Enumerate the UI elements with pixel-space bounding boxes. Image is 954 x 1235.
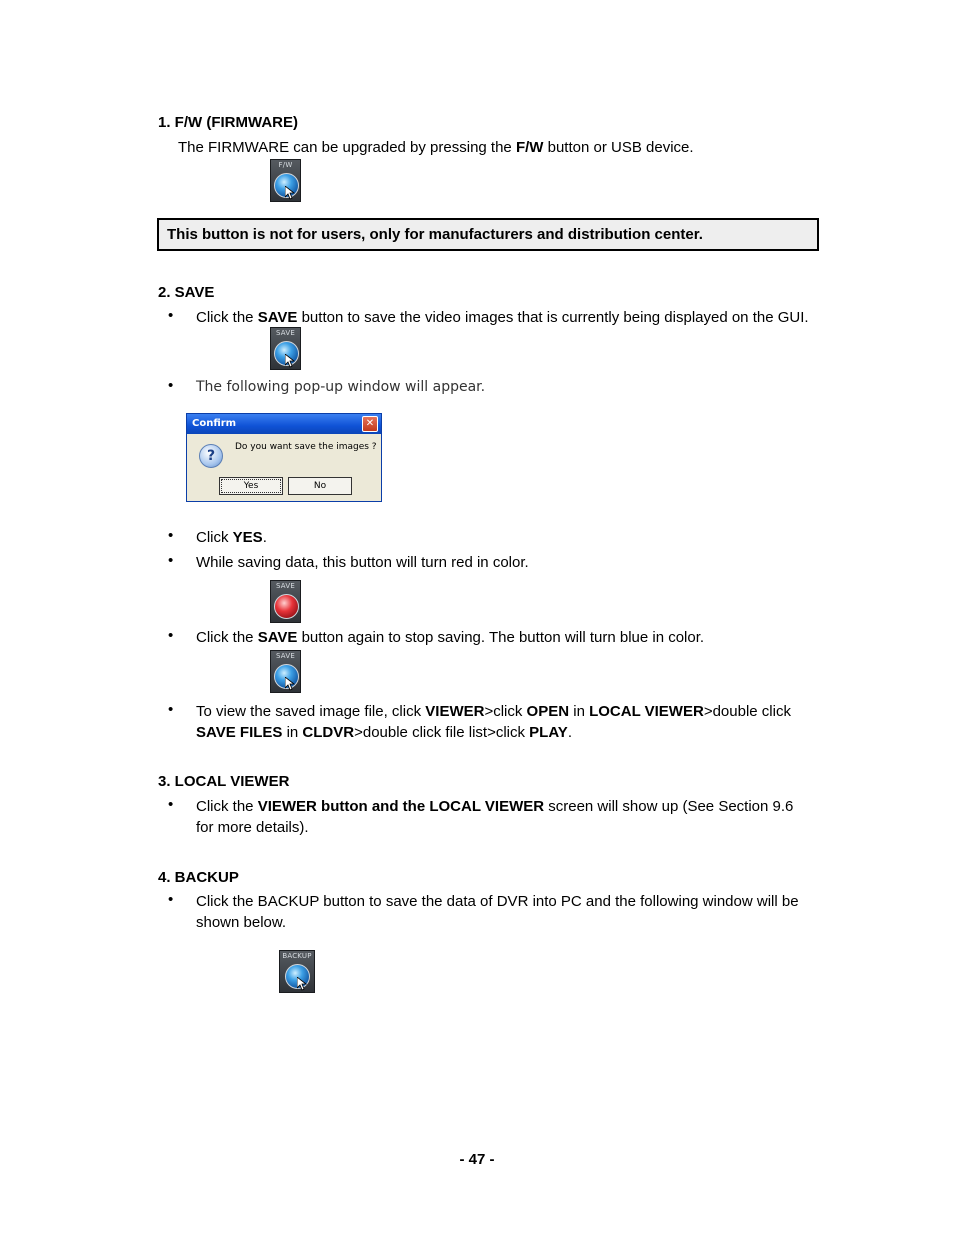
manufacturer-only-note: This button is not for users, only for manufacturers and distribution center.	[157, 218, 819, 251]
bullet-marker: •	[168, 377, 174, 394]
text-bold-segment: CLDVR	[302, 724, 355, 741]
save-bullet-3	[196, 527, 811, 548]
bullet-marker: •	[168, 627, 174, 644]
section-title-backup: 4. BACKUP	[158, 869, 239, 886]
text-segment: screen will show up (See Section 9.6 for more details).	[196, 798, 794, 836]
icon-label: SAVE	[276, 652, 295, 660]
text-segment: Click the	[196, 309, 258, 326]
question-icon: ?	[199, 444, 223, 468]
text-segment: Click the	[196, 629, 258, 646]
text-segment: >double click file list>click	[354, 724, 530, 741]
icon-label: BACKUP	[282, 952, 312, 960]
text-segment: To view the saved image file, click	[196, 703, 426, 720]
text-segment: >double click	[703, 703, 791, 720]
mouse-cursor-icon	[285, 677, 295, 691]
bullet-marker: •	[168, 796, 174, 813]
no-button[interactable]: No	[288, 477, 352, 495]
section-title-firmware: 1. F/W (FIRMWARE)	[158, 114, 298, 131]
icon-label: SAVE	[276, 582, 295, 590]
bullet-marker: •	[168, 701, 174, 718]
backup-button-icon	[279, 950, 315, 993]
bullet-marker: •	[168, 552, 174, 569]
text-segment: button again to stop saving. The button will turn blue in color.	[297, 629, 705, 646]
dialog-titlebar	[187, 414, 381, 434]
bullet-marker: •	[168, 891, 174, 908]
text-segment: >click	[484, 703, 527, 720]
section-title-local-viewer: 3. LOCAL VIEWER	[158, 773, 290, 790]
text-segment: The FIRMWARE can be upgraded by pressing the	[178, 139, 516, 156]
bullet-marker: •	[168, 307, 174, 324]
text-bold-segment: YES	[232, 529, 263, 546]
text-bold-segment: OPEN	[526, 703, 570, 720]
text-bold-segment: VIEWER	[425, 703, 485, 720]
text-bold-segment: LOCAL VIEWER	[589, 703, 704, 720]
mouse-cursor-icon	[285, 354, 295, 368]
icon-label: F/W	[278, 161, 293, 169]
text-segment: .	[262, 529, 267, 546]
local-viewer-bullet-1	[196, 796, 811, 838]
close-icon[interactable]: ✕	[362, 416, 378, 432]
save-button-icon-blue	[270, 327, 301, 370]
section-title-save: 2. SAVE	[158, 284, 215, 301]
save-bullet-5	[196, 627, 811, 648]
text-segment: in	[282, 724, 303, 741]
save-bullet-2: The following pop-up window will appear.	[196, 379, 486, 395]
save-bullet-4: While saving data, this button will turn red in color.	[196, 554, 529, 571]
dialog-title: Confirm	[192, 418, 237, 429]
save-bullet-6	[196, 701, 811, 743]
text-bold-segment: SAVE FILES	[196, 724, 283, 741]
icon-label: SAVE	[276, 329, 295, 337]
text-bold-segment: SAVE	[257, 629, 298, 646]
text-bold-segment: PLAY	[529, 724, 568, 741]
mouse-cursor-icon	[285, 186, 295, 200]
text-segment: button or USB device.	[543, 139, 694, 156]
page-number: - 47 -	[459, 1151, 495, 1168]
firmware-description	[178, 137, 694, 158]
text-bold-segment: VIEWER button and the LOCAL VIEWER	[257, 798, 545, 815]
mouse-cursor-icon	[297, 977, 307, 991]
text-segment: button to save the video images that is currently being displayed on the GUI.	[297, 309, 809, 326]
red-orb-icon	[274, 594, 299, 619]
dialog-message: Do you want save the images ?	[235, 442, 377, 452]
text-bold-segment: SAVE	[257, 309, 298, 326]
text-bold-segment: F/W	[515, 139, 544, 156]
text-segment: in	[569, 703, 590, 720]
save-bullet-1	[196, 307, 811, 328]
text-segment: Click the	[196, 798, 258, 815]
text-segment: Click	[196, 529, 233, 546]
yes-button[interactable]: Yes	[219, 477, 283, 495]
text-segment: .	[567, 724, 572, 741]
backup-bullet-1: Click the BACKUP button to save the data of DVR into PC and the following window will be shown below.	[196, 893, 799, 931]
bullet-marker: •	[168, 527, 174, 544]
confirm-dialog	[186, 413, 382, 502]
fw-button-icon	[270, 159, 301, 202]
save-button-icon-red	[270, 580, 301, 623]
save-button-icon-blue-2	[270, 650, 301, 693]
